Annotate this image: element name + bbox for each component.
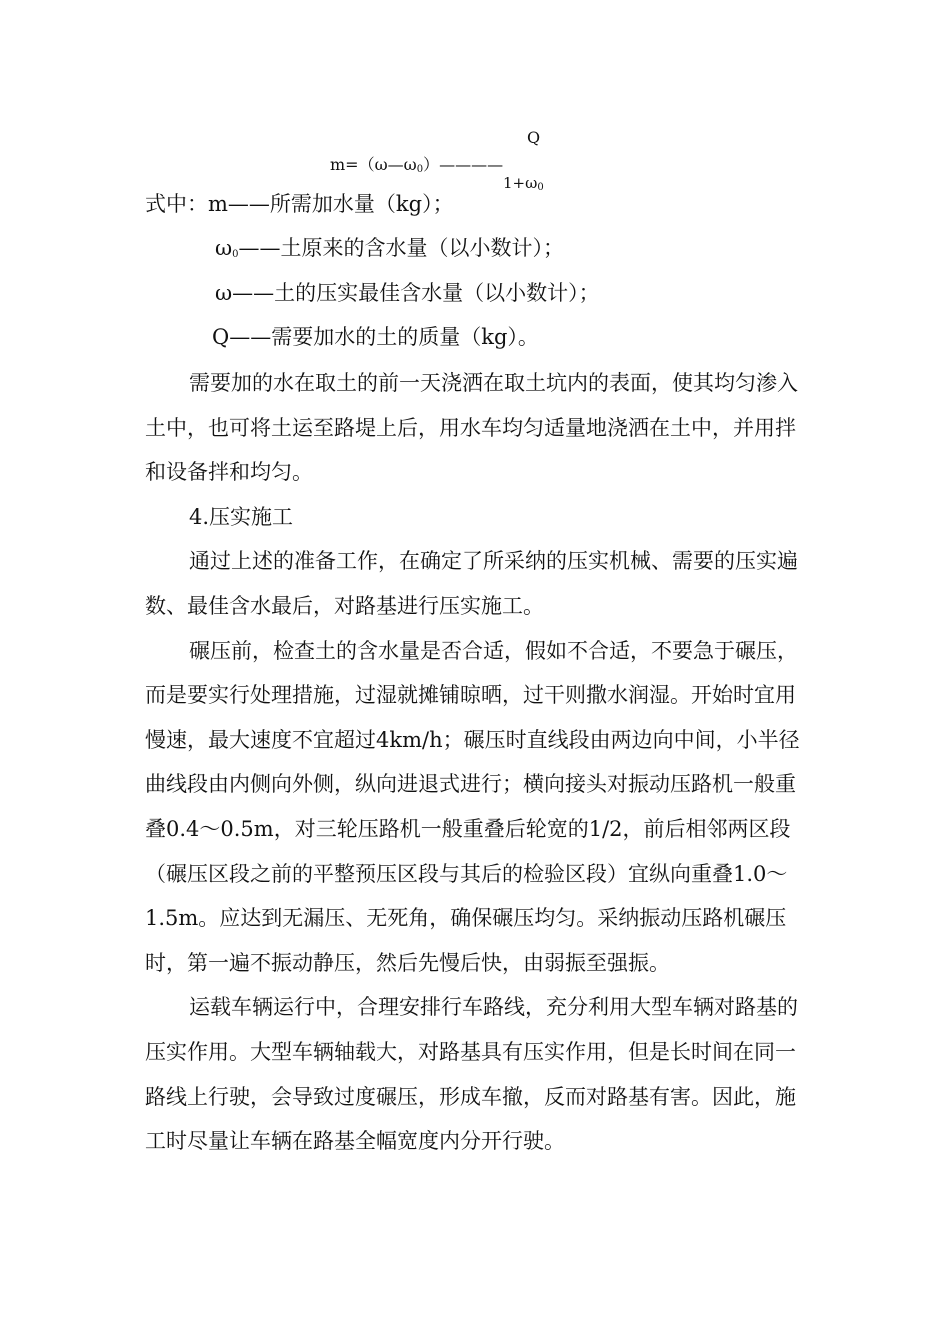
formula-denominator-text: 1+ω bbox=[503, 174, 538, 192]
formula-lhs-text: m=（ω—ω bbox=[330, 155, 417, 174]
omega0-symbol: ω bbox=[215, 236, 233, 260]
formula-numerator: Q bbox=[527, 128, 541, 147]
formula-denominator-subscript: 0 bbox=[537, 182, 544, 193]
definition-omega: ω——土的压实最佳含水量（以小数计）； bbox=[215, 281, 600, 305]
paragraph-water-application: 需要加的水在取土的前一天浇洒在取土坑内的表面，使其均匀渗入土中，也可将土运至路堤上后，用水车均匀适量地浇洒在土中，并用拌和设备拌和均匀。 bbox=[145, 371, 798, 485]
definition-omega0 bbox=[215, 233, 564, 270]
formula-left-side bbox=[330, 152, 503, 175]
formula-fraction-bar: ）———— bbox=[423, 155, 504, 174]
body-text bbox=[145, 361, 810, 1164]
omega0-description: ——土原来的含水量（以小数计）； bbox=[238, 236, 564, 260]
water-formula bbox=[330, 120, 590, 200]
definition-q: Q——需要加水的土的质量（kg）。 bbox=[212, 325, 539, 349]
definition-intro: 式中：m——所需加水量（kg）； bbox=[145, 192, 454, 216]
paragraph-rolling: 碾压前，检查土的含水量是否合适，假如不合适，不要急于碾压，而是要实行处理措施，过湿就摊铺晾晒，过干则撒水润湿。开始时宜用慢速，最大速度不宜超过4km/h；碾压时直线段由两边向中间，小半径曲线段由内侧向外侧，纵向进退式进行；横向接头对振动压路机一般重叠0.4～0.5m，对三轮压路机一般重叠后轮宽的1/2，前后相邻两区段（碾压区段之前的平整预压区段与其后的检验区段）宜纵向重叠1.0～1.5m。应达到无漏压、无死角，确保碾压均匀。采纳振动压路机碾压时，第一遍不振动静压，然后先慢后快，由弱振至强振。 bbox=[145, 638, 800, 975]
section-heading-compaction: 4.压实施工 bbox=[189, 504, 294, 529]
paragraph-preparation: 通过上述的准备工作，在确定了所采纳的压实机械、需要的压实遍数、最佳含水最后，对路基进行压实施工。 bbox=[145, 549, 798, 618]
paragraph-vehicles: 运载车辆运行中，合理安排行车路线，充分利用大型车辆对路基的压实作用。大型车辆轴载大，对路基具有压实作用，但是长时间在同一路线上行驶，会导致过度碾压，形成车撤，反而对路基有害。因此，施工时尽量让车辆在路基全幅宽度内分开行驶。 bbox=[145, 995, 798, 1154]
omega0-subscript: 0 bbox=[232, 249, 239, 260]
formula-lhs-subscript: 0 bbox=[416, 164, 424, 175]
formula-denominator bbox=[503, 174, 544, 193]
